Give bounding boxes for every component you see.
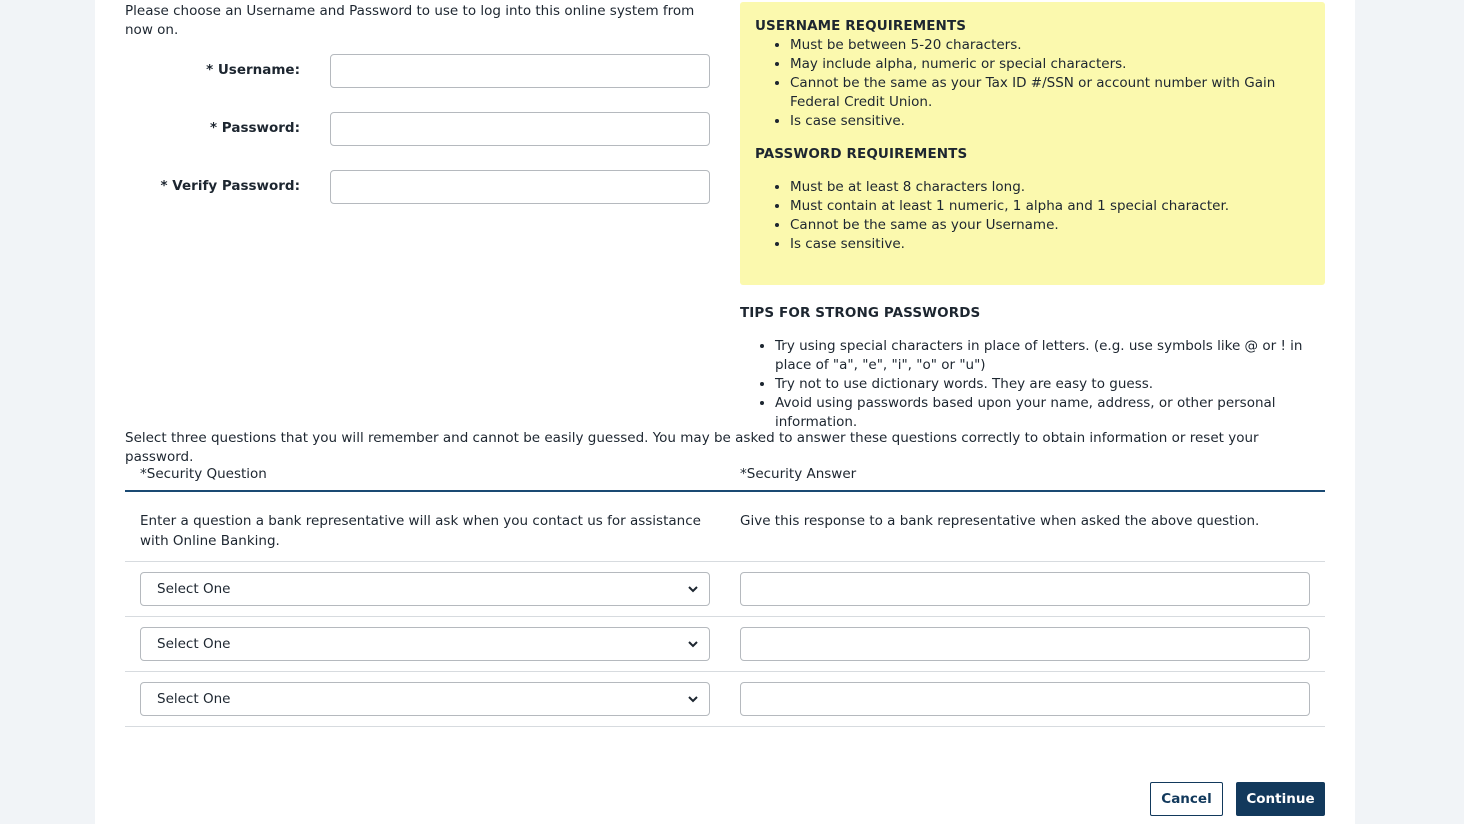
security-answer-input-2[interactable]	[740, 627, 1310, 661]
password-requirements-title: PASSWORD REQUIREMENTS	[755, 146, 968, 162]
list-item: • Must be at least 8 characters long.	[790, 178, 1310, 197]
table-row	[125, 617, 1325, 672]
verify-password-row	[125, 170, 710, 204]
username-input[interactable]	[330, 54, 710, 88]
password-tips	[740, 304, 1330, 432]
list-item: • Must contain at least 1 numeric, 1 alpha and 1 special character.	[790, 197, 1310, 216]
table-description-row	[125, 492, 1325, 562]
verify-password-label: * Verify Password:	[160, 178, 300, 194]
password-requirements-list	[755, 178, 1310, 254]
list-item: • Is case sensitive.	[790, 112, 1310, 131]
username-row	[125, 54, 710, 88]
security-answer-input-1[interactable]	[740, 572, 1310, 606]
list-item: • Is case sensitive.	[790, 235, 1310, 254]
password-row	[125, 112, 710, 146]
security-intro: Select three questions that you will remember and cannot be easily guessed. You may be asked to answer these questions correctly to obtain information or reset your password.	[125, 430, 1259, 465]
security-question-header: *Security Question	[140, 466, 267, 482]
table-row	[125, 672, 1325, 727]
tips-title: TIPS FOR STRONG PASSWORDS	[740, 305, 981, 321]
continue-button[interactable]: Continue	[1236, 782, 1325, 816]
username-label: * Username:	[206, 62, 300, 78]
table-header	[125, 462, 1325, 492]
chevron-down-icon	[686, 582, 700, 596]
password-input[interactable]	[330, 112, 710, 146]
username-requirements-list	[755, 36, 1310, 131]
username-requirements-title: USERNAME REQUIREMENTS	[755, 18, 967, 34]
list-item: • Try not to use dictionary words. They are easy to guess.	[775, 375, 1330, 394]
security-question-select-3[interactable]	[140, 682, 710, 716]
security-questions-table	[125, 462, 1325, 727]
intro-text: Please choose an Username and Password to use to log into this online system from now on.	[125, 3, 695, 38]
security-answer-input-3[interactable]	[740, 682, 1310, 716]
main-panel	[95, 0, 1355, 824]
answer-description: Give this response to a bank representative when asked the above question.	[740, 513, 1260, 529]
password-label: * Password:	[210, 120, 300, 136]
security-question-select-2[interactable]	[140, 627, 710, 661]
select-value: Select One	[157, 581, 231, 597]
cancel-button[interactable]: Cancel	[1150, 782, 1223, 816]
list-item: • Cannot be the same as your Tax ID #/SSN or account number with Gain Federal Credit Union.	[790, 74, 1310, 112]
list-item: • Avoid using passwords based upon your name, address, or other personal information.	[775, 394, 1330, 432]
list-item: • Must be between 5-20 characters.	[790, 36, 1310, 55]
chevron-down-icon	[686, 692, 700, 706]
table-row	[125, 562, 1325, 617]
security-question-select-1[interactable]	[140, 572, 710, 606]
requirements-box	[740, 2, 1325, 285]
list-item: • Cannot be the same as your Username.	[790, 216, 1310, 235]
chevron-down-icon	[686, 637, 700, 651]
verify-password-input[interactable]	[330, 170, 710, 204]
security-answer-header: *Security Answer	[740, 466, 857, 482]
list-item: • Try using special characters in place of letters. (e.g. use symbols like @ or ! in place of "a", "e", "i", "o" or "u")	[775, 337, 1330, 375]
select-value: Select One	[157, 636, 231, 652]
select-value: Select One	[157, 691, 231, 707]
list-item: • May include alpha, numeric or special characters.	[790, 55, 1310, 74]
question-description: Enter a question a bank representative will ask when you contact us for assistance with Online Banking.	[140, 513, 701, 549]
tips-list	[740, 337, 1330, 432]
